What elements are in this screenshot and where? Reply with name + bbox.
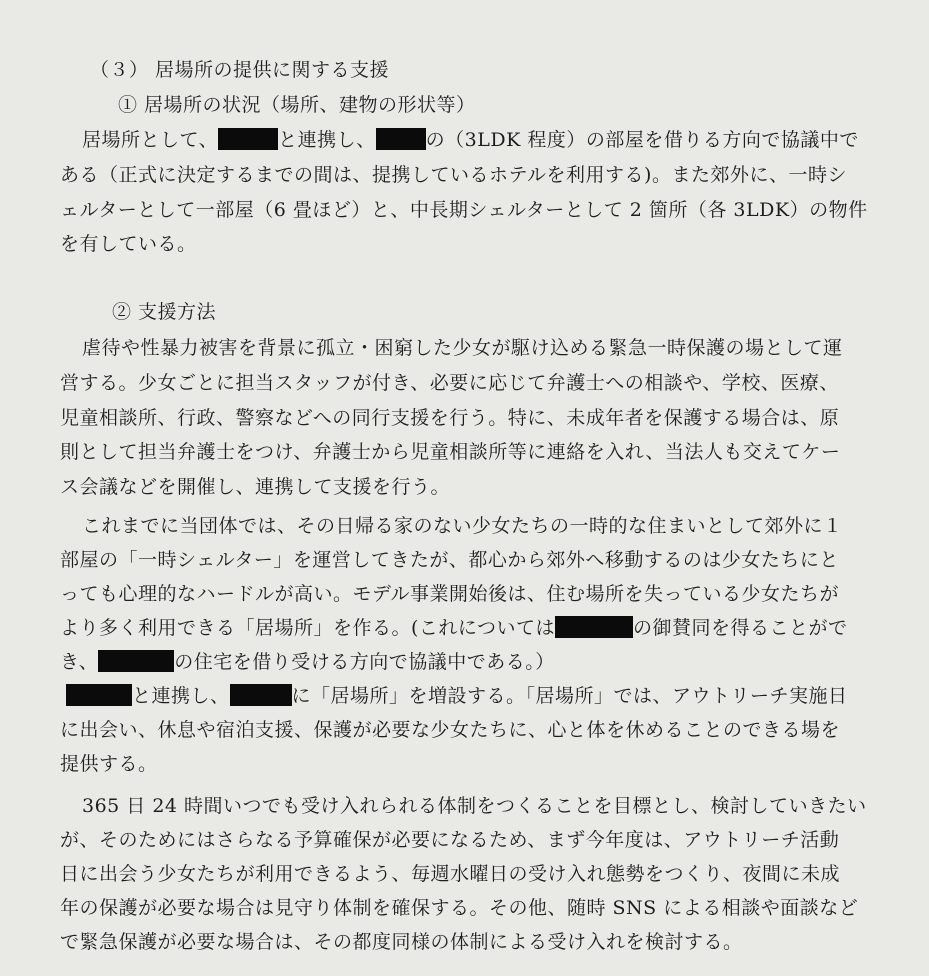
paragraph-line: ス会議などを開催し、連携して支援を行う。 [60, 476, 451, 498]
redaction-box [218, 128, 278, 150]
subheading-support-method: ② 支援方法 [112, 301, 217, 323]
paragraph-line: が、そのためにはさらなる予算確保が必要になるため、まず今年度は、アウトリーチ活動 [60, 829, 840, 851]
paragraph-line: ある（正式に決定するまでの間は、提携しているホテルを利用する)。また郊外に、一時シ [60, 164, 847, 186]
paragraph-line: っても心理的なハードルが高い。モデル事業開始後は、住む場所を失っている少女たちが [60, 583, 840, 605]
redaction-box [66, 684, 132, 706]
subheading-location-status: ① 居場所の状況（場所、建物の形状等） [118, 94, 476, 116]
paragraph-line: で緊急保護が必要な場合は、その都度同様の体制による受け入れを検討する。 [60, 931, 743, 953]
paragraph-line: と連携し、 に「居場所」を増設する。「居場所」では、アウトリーチ実施日 [66, 684, 848, 708]
paragraph-line: 年の保護が必要な場合は見守り体制を確保する。その他、随時 SNS による相談や面談など [60, 897, 859, 919]
redaction-box [376, 128, 426, 150]
paragraph-line: 虐待や性暴力被害を背景に孤立・困窮した少女が駆け込める緊急一時保護の場として運 [82, 337, 843, 359]
section-heading: （３） 居場所の提供に関する支援 [90, 59, 390, 81]
paragraph-line: き、 の住宅を借り受ける方向で協議中である。） [60, 651, 555, 673]
paragraph-line: 日に出会う少女たちが利用できるよう、毎週水曜日の受け入れ態勢をつくり、夜間に未成 [60, 863, 841, 885]
redaction-box [98, 650, 174, 672]
paragraph-line: 部屋の「一時シェルター」を運営してきたが、都心から郊外へ移動するのは少女たちにと [60, 549, 839, 571]
paragraph-line: これまでに当団体では、その日帰る家のない少女たちの一時的な住まいとして郊外に１ [82, 515, 843, 537]
redaction-box [555, 616, 633, 638]
paragraph-line: を有している。 [60, 233, 197, 255]
paragraph-line: 提供する。 [60, 753, 158, 775]
redaction-box [230, 684, 292, 706]
paragraph-line: 児童相談所、行政、警察などへの同行支援を行う。特に、未成年者を保護する場合は、原 [60, 407, 840, 429]
paragraph-line: ェルターとして一部屋（6 畳ほど）と、中長期シェルターとして 2 箇所（各 3LDK）の物件 [60, 199, 868, 221]
paragraph-line: 居場所として、 と連携し、 の（3LDK 程度）の部屋を借りる方向で協議中で [82, 129, 859, 151]
paragraph-line: 則として担当弁護士をつけ、弁護士から児童相談所等に連絡を入れ、当法人も交えてケー [60, 441, 841, 463]
paragraph-line: 営する。少女ごとに担当スタッフが付き、必要に応じて弁護士への相談や、学校、医療、 [60, 372, 839, 394]
paragraph-line: に出会い、休息や宿泊支援、保護が必要な少女たちに、心と体を休めることのできる場を [60, 719, 841, 741]
paragraph-line: 365 日 24 時間いつでも受け入れられる体制をつくることを目標とし、検討していきたい [82, 795, 867, 817]
paragraph-line: より多く利用できる「居場所」を作る。(これについては の御賛同を得ることがで [60, 617, 848, 639]
